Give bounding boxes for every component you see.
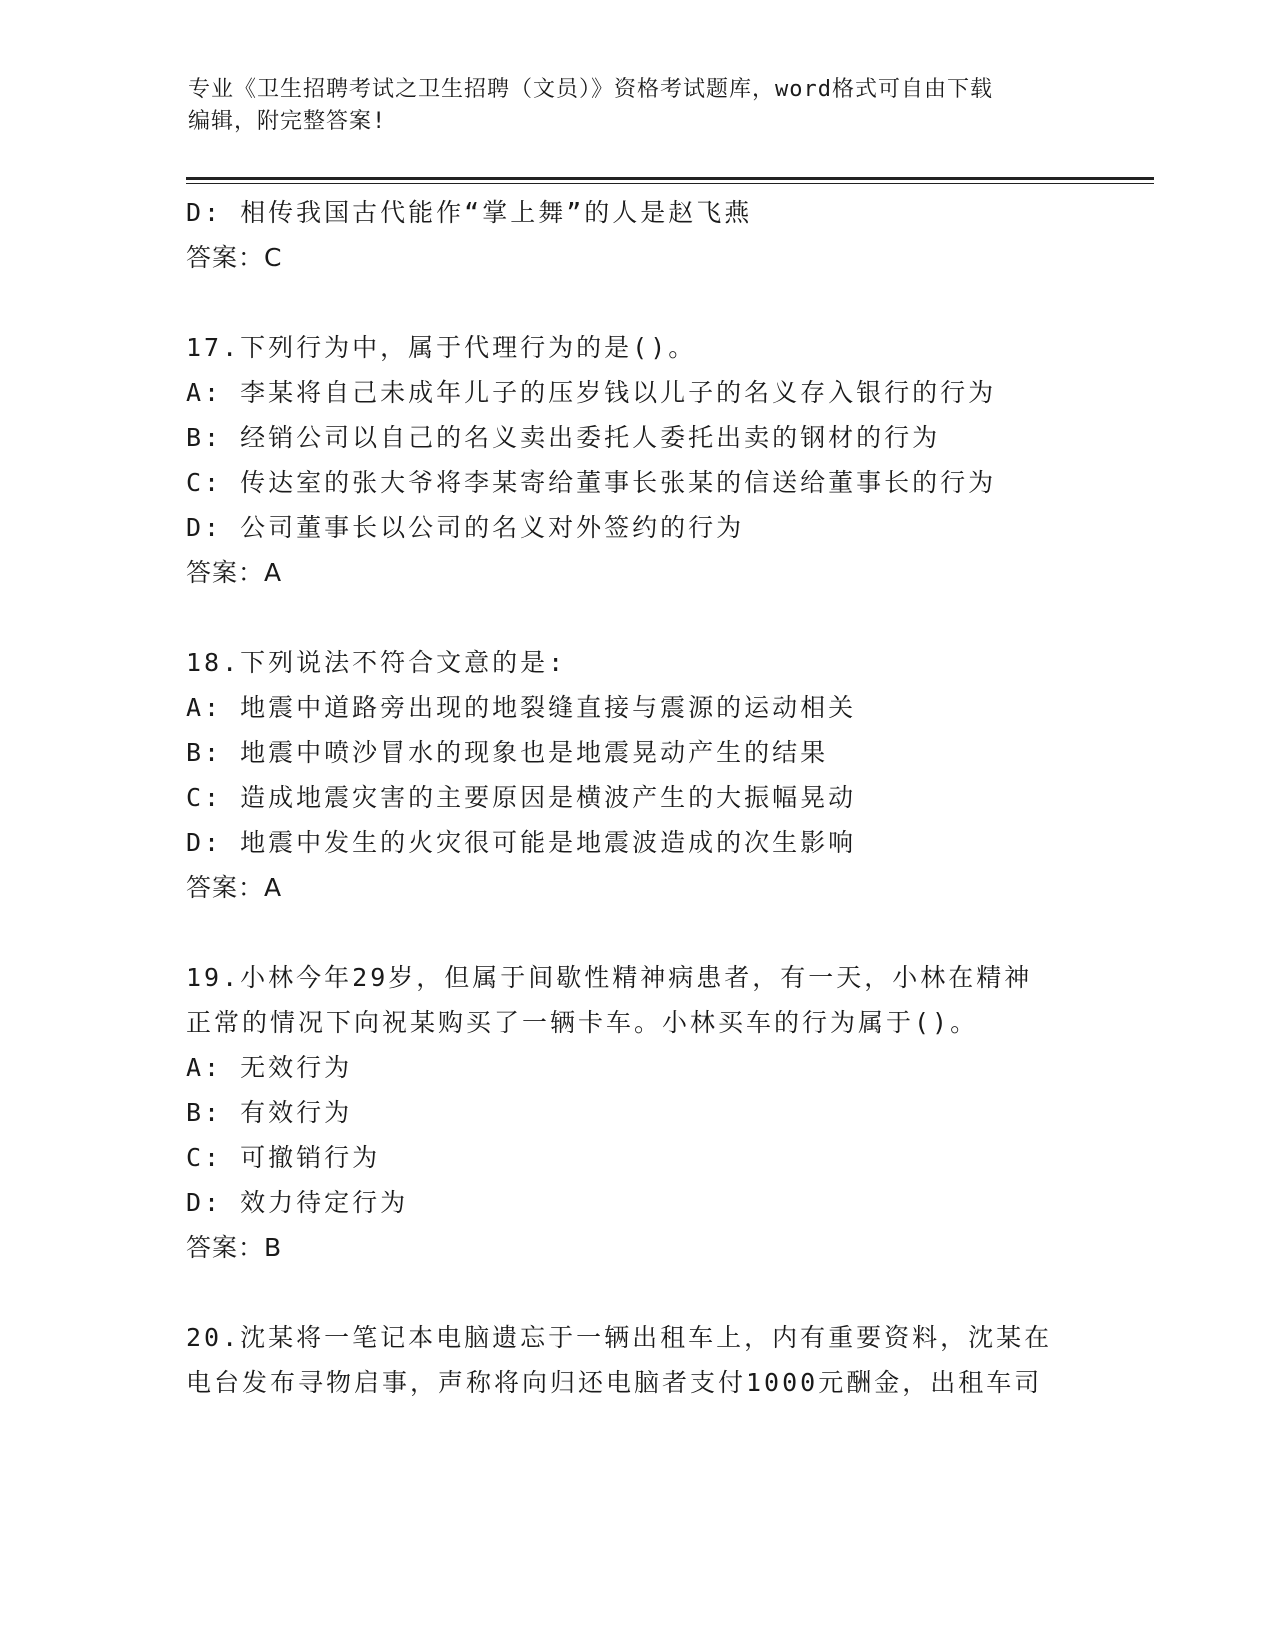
header-title-line-1: 专业《卫生招聘考试之卫生招聘（文员）》资格考试题库，word格式可自由下载 <box>188 77 993 102</box>
question-content <box>186 190 1086 1405</box>
option-d: D: 公司董事长以公司的名义对外签约的行为 <box>186 513 745 542</box>
spacer <box>186 280 1086 325</box>
answer: 答案：A <box>186 873 283 902</box>
option-c: C: 造成地震灾害的主要原因是横波产生的大振幅晃动 <box>186 783 857 812</box>
option-c: C: 传达室的张大爷将李某寄给董事长张某的信送给董事长的行为 <box>186 468 997 497</box>
question-stem-line-2: 正常的情况下向祝某购买了一辆卡车。小林买车的行为属于()。 <box>186 1008 979 1037</box>
answer: 答案：B <box>186 1233 283 1262</box>
question-20 <box>186 1315 1086 1405</box>
prev-question-option-d: D: 相传我国古代能作“掌上舞”的人是赵飞燕 <box>186 198 753 227</box>
option-d: D: 效力待定行为 <box>186 1188 409 1217</box>
answer: 答案：A <box>186 558 283 587</box>
document-header <box>188 74 1078 138</box>
prev-question-answer: 答案：C <box>186 243 283 272</box>
question-stem: 18.下列说法不符合文意的是: <box>186 648 567 677</box>
question-stem-line-1: 19.小林今年29岁，但属于间歇性精神病患者，有一天，小林在精神 <box>186 963 1033 992</box>
option-a: A: 无效行为 <box>186 1053 353 1082</box>
header-rule-thin <box>186 183 1154 184</box>
option-b: B: 地震中喷沙冒水的现象也是地震晃动产生的结果 <box>186 738 829 767</box>
option-d: D: 地震中发生的火灾很可能是地震波造成的次生影响 <box>186 828 857 857</box>
option-a: A: 李某将自己未成年儿子的压岁钱以儿子的名义存入银行的行为 <box>186 378 997 407</box>
question-stem-line-1: 20.沈某将一笔记本电脑遗忘于一辆出租车上，内有重要资料，沈某在 <box>186 1323 1053 1352</box>
header-title-line-2: 编辑，附完整答案! <box>188 109 387 134</box>
question-stem-line-2: 电台发布寻物启事，声称将向归还电脑者支付1000元酬金，出租车司 <box>186 1368 1043 1397</box>
option-b: B: 有效行为 <box>186 1098 353 1127</box>
question-17 <box>186 325 1086 595</box>
spacer <box>186 1270 1086 1315</box>
question-19 <box>186 955 1086 1270</box>
option-a: A: 地震中道路旁出现的地裂缝直接与震源的运动相关 <box>186 693 857 722</box>
option-b: B: 经销公司以自己的名义卖出委托人委托出卖的钢材的行为 <box>186 423 941 452</box>
spacer <box>186 910 1086 955</box>
option-c: C: 可撤销行为 <box>186 1143 381 1172</box>
spacer <box>186 595 1086 640</box>
header-rule-thick <box>186 177 1154 180</box>
question-18 <box>186 640 1086 910</box>
question-stem: 17.下列行为中，属于代理行为的是()。 <box>186 333 697 362</box>
